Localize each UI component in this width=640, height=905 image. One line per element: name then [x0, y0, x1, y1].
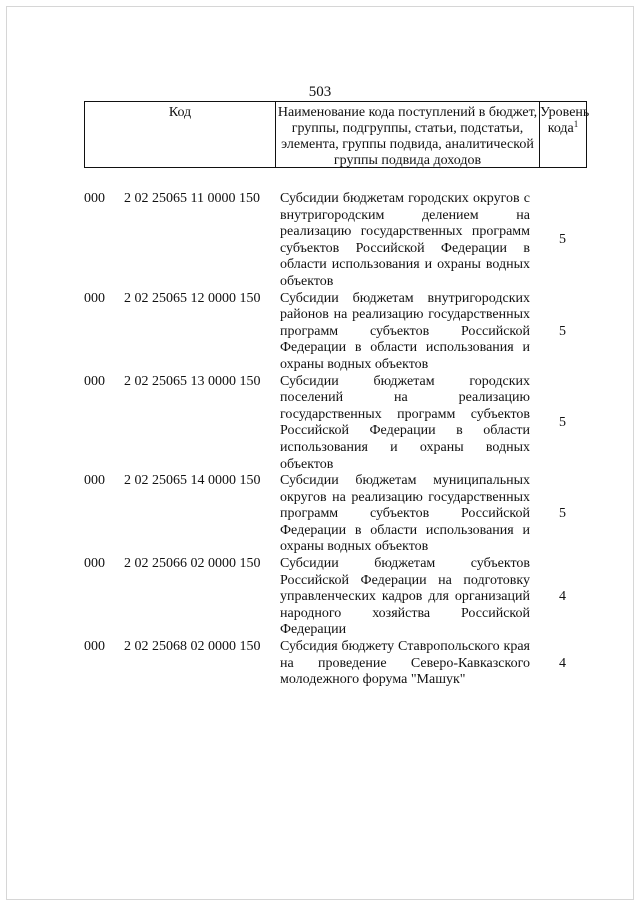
table-row	[84, 639, 587, 689]
row-level: 5	[559, 506, 566, 522]
table-header	[84, 101, 590, 168]
row-income-code: 2 02 25065 12 0000 150	[124, 290, 261, 306]
row-level: 4	[559, 589, 566, 605]
table-row	[84, 291, 587, 374]
row-name: Субсидии бюджетам городских поселений на реализацию государственных программ субъектов Российской Федерации в области использования и охраны водных объектов	[280, 373, 530, 472]
row-income-code: 2 02 25068 02 0000 150	[124, 639, 261, 655]
row-name: Субсидия бюджету Ставропольского края на проведение Северо-Кавказского молодежного форума "Машук"	[280, 639, 530, 688]
row-name: Субсидии бюджетам муниципальных округов на реализацию государственных программ субъектов Российской Федерации в области использования и охраны водных объектов	[280, 473, 530, 555]
row-income-code: 2 02 25065 13 0000 150	[124, 373, 261, 389]
row-name: Субсидии бюджетам внутригородских районов на реализацию государственных программ субъектов Российской Федерации в области использования и охраны водных объектов	[280, 290, 530, 372]
header-level-label: Уровень кода	[540, 105, 590, 136]
row-name: Субсидии бюджетам субъектов Российской Федерации на подготовку управленческих кадров для организаций народного хозяйства Российской Федерации	[280, 556, 530, 638]
row-level: 5	[559, 415, 566, 431]
table-row	[84, 191, 587, 291]
table-row	[84, 556, 587, 639]
table-row	[84, 374, 587, 474]
row-income-code: 2 02 25065 14 0000 150	[124, 473, 261, 489]
header-level-footnote: 1	[573, 119, 579, 129]
row-admin-code: 000	[84, 473, 105, 489]
table-row	[84, 473, 587, 556]
row-name: Субсидии бюджетам городских округов с внутригородским делением на реализацию государственных программ субъектов Российской Федерации в области использования и охраны водных объектов	[280, 191, 530, 289]
header-code: Код	[85, 102, 276, 167]
page-number: 503	[308, 84, 332, 100]
row-admin-code: 000	[84, 191, 105, 206]
row-level: 5	[559, 323, 566, 339]
row-income-code: 2 02 25065 11 0000 150	[124, 191, 260, 206]
row-admin-code: 000	[84, 290, 105, 306]
row-level: 5	[559, 232, 566, 248]
table-body	[84, 191, 587, 689]
header-level	[540, 102, 590, 167]
row-level: 4	[559, 655, 566, 671]
row-income-code: 2 02 25066 02 0000 150	[124, 556, 261, 572]
row-admin-code: 000	[84, 556, 105, 572]
row-admin-code: 000	[84, 639, 105, 655]
header-name: Наименование кода поступлений в бюджет, группы, подгруппы, статьи, подстатьи, элемента, группы подвида, аналитической группы подвида доходов	[276, 102, 540, 167]
row-admin-code: 000	[84, 373, 105, 389]
